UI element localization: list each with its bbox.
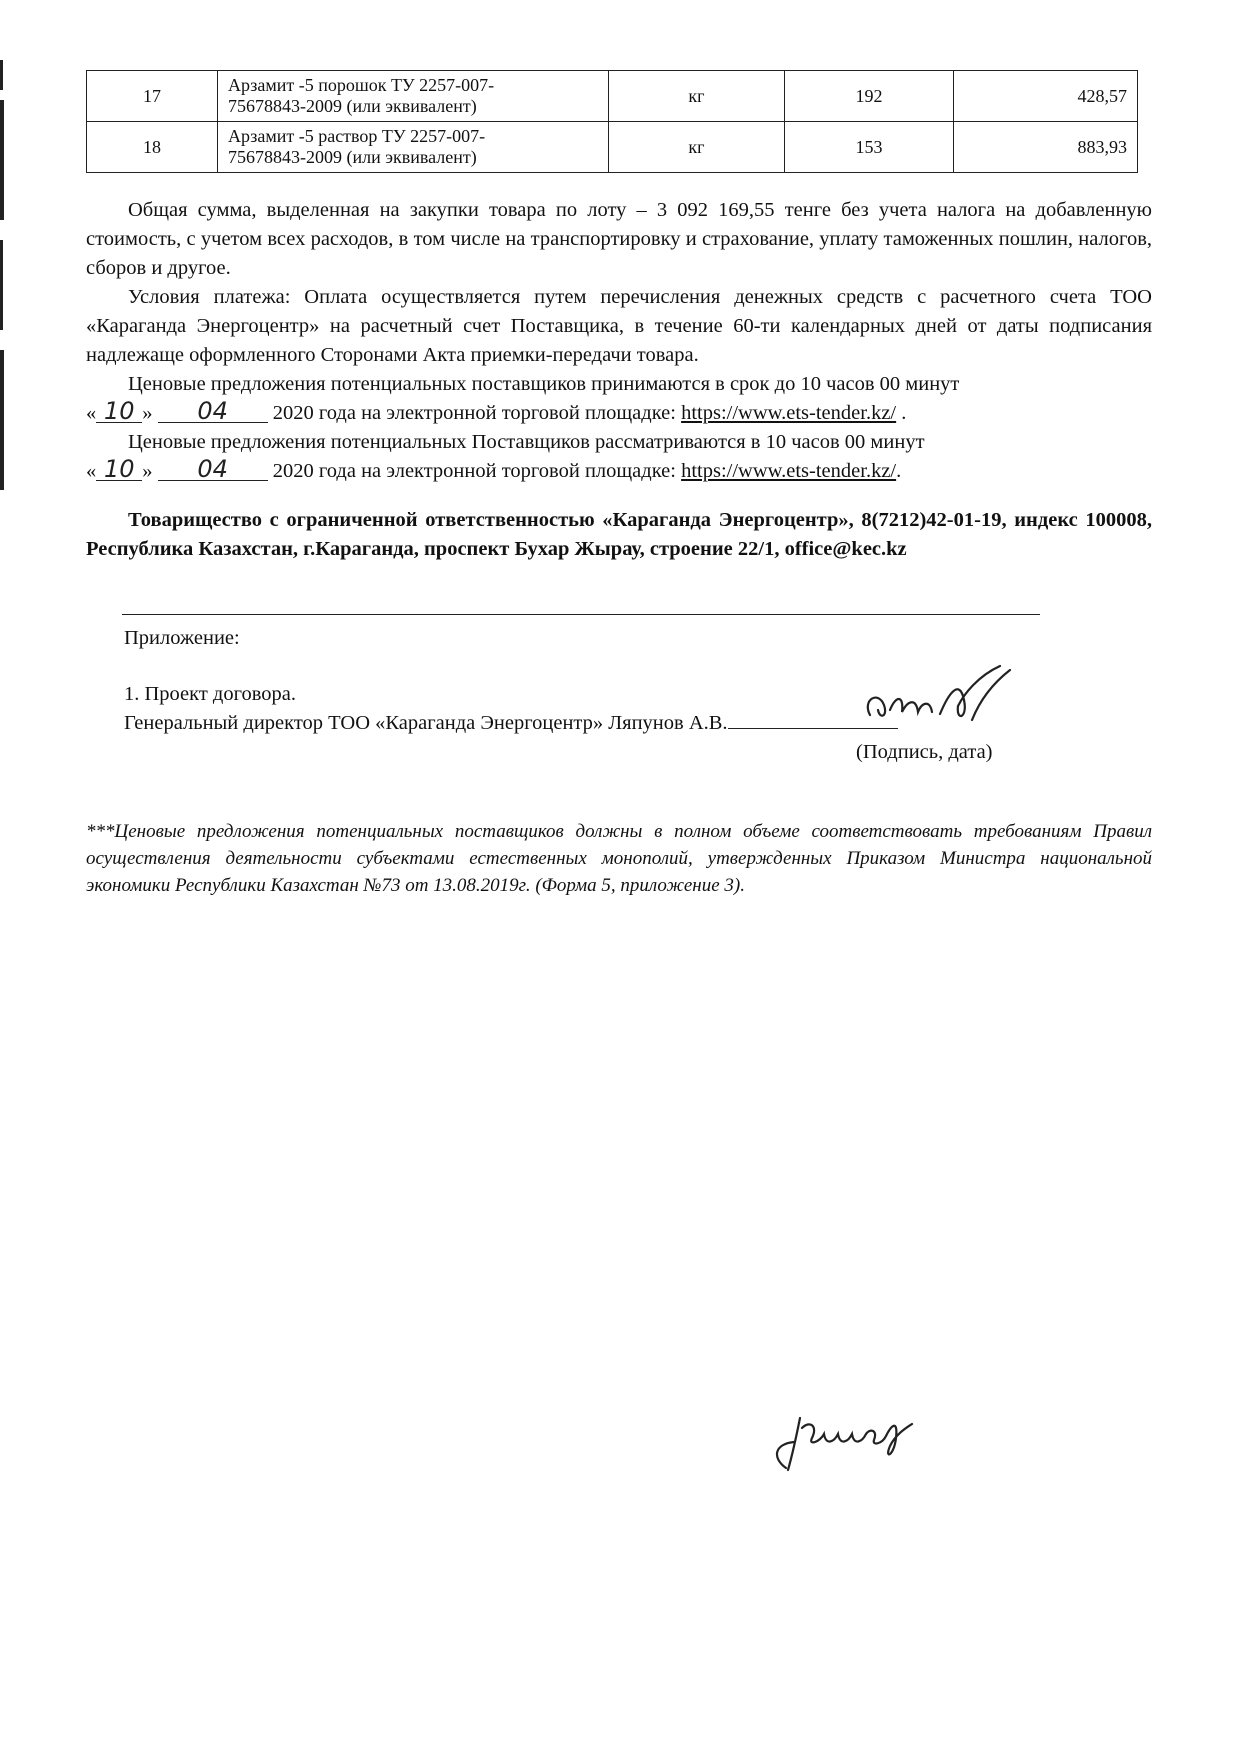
review-line: Ценовые предложения потенциальных Поставщиков рассматриваются в 10 часов 00 минут bbox=[128, 431, 925, 453]
item-price: 428,57 bbox=[954, 71, 1138, 122]
acceptance-line: Ценовые предложения потенциальных поставщиков принимаются в срок до 10 часов 00 минут bbox=[128, 373, 960, 395]
row-number: 18 bbox=[87, 122, 218, 173]
item-name-line: Арзамит -5 раствор ТУ 2257-007- bbox=[228, 126, 486, 146]
item-name bbox=[218, 71, 609, 122]
item-name-line: 75678843-2009 (или эквивалент) bbox=[228, 96, 477, 116]
review-date-line bbox=[86, 457, 1152, 486]
item-unit: кг bbox=[609, 122, 785, 173]
acceptance-tail: 2020 года на электронной торговой площадке: bbox=[267, 402, 682, 424]
ets-tender-link[interactable]: https://www.ets-tender.kz/ bbox=[681, 460, 897, 482]
item-name bbox=[218, 122, 609, 173]
item-unit: кг bbox=[609, 71, 785, 122]
payment-terms-paragraph: Условия платежа: Оплата осуществляется путем перечисления денежных средств с расчетного счета ТОО «Караганда Энергоцентр» на расчетный счет Поставщика, в течение 60-ти календарных дней от даты подписания надлежаще оформленного Сторонами Акта приемки-передачи товара. bbox=[86, 286, 1152, 366]
scan-edge-artifact bbox=[0, 40, 6, 500]
total-amount-paragraph: Общая сумма, выделенная на закупки товара по лоту – 3 092 169,55 тенге без учета налога на добавленную стоимость, с учетом всех расходов, в том числе на транспортировку и страхование, уплату таможенных пошлин, налогов, сборов и другое. bbox=[86, 199, 1152, 279]
handwritten-month: 04 bbox=[158, 458, 268, 481]
review-tail: 2020 года на электронной торговой площадке: bbox=[267, 460, 682, 482]
attachment-item: 1. Проект договора. bbox=[124, 683, 297, 705]
item-name-line: 75678843-2009 (или эквивалент) bbox=[228, 147, 477, 167]
ets-tender-link[interactable]: https://www.ets-tender.kz/ bbox=[681, 402, 897, 424]
item-quantity: 153 bbox=[785, 122, 954, 173]
signature-line bbox=[124, 708, 898, 738]
signature-icon bbox=[860, 660, 1030, 740]
item-name-line: Арзамит -5 порошок ТУ 2257-007- bbox=[228, 75, 495, 95]
acceptance-date-line bbox=[86, 399, 1152, 428]
items-table bbox=[86, 70, 1138, 173]
review-end: . bbox=[896, 460, 902, 482]
review-time-paragraph bbox=[86, 428, 1152, 486]
table-row bbox=[87, 71, 1138, 122]
handwritten-day: 10 bbox=[96, 458, 142, 481]
initials-signature-icon bbox=[766, 1398, 946, 1478]
signatory-text: Генеральный директор ТОО «Караганда Энергоцентр» Ляпунов А.В. bbox=[124, 712, 728, 734]
quote-open: « bbox=[86, 460, 97, 482]
company-details: Товарищество с ограниченной ответственностью «Караганда Энергоцентр», 8(7212)42-01-19, индекс 100008, Республика Казахстан, г.Караганда, проспект Бухар Жырау, строение 22/1, office@kec.kz bbox=[86, 509, 1152, 560]
row-number: 17 bbox=[87, 71, 218, 122]
item-quantity: 192 bbox=[785, 71, 954, 122]
acceptance-deadline-paragraph bbox=[86, 370, 1152, 428]
handwritten-day: 10 bbox=[96, 400, 142, 423]
quote-close: » bbox=[142, 460, 153, 482]
quote-open: « bbox=[86, 402, 97, 424]
separator-line bbox=[122, 614, 1040, 615]
quote-close: » bbox=[142, 402, 153, 424]
handwritten-month: 04 bbox=[158, 400, 268, 423]
footnote: ***Ценовые предложения потенциальных поставщиков должны в полном объеме соответствовать требованиям Правил осуществления деятельности субъектами естественных монополий, утвержденных Приказом Министра национальной экономики Республики Казахстан №73 от 13.08.2019г. (Форма 5, приложение 3). bbox=[86, 821, 1152, 896]
table-row bbox=[87, 122, 1138, 173]
attachment-label: Приложение: bbox=[124, 627, 240, 649]
acceptance-end: . bbox=[896, 402, 907, 424]
signature-caption: (Подпись, дата) bbox=[856, 741, 993, 763]
item-price: 883,93 bbox=[954, 122, 1138, 173]
